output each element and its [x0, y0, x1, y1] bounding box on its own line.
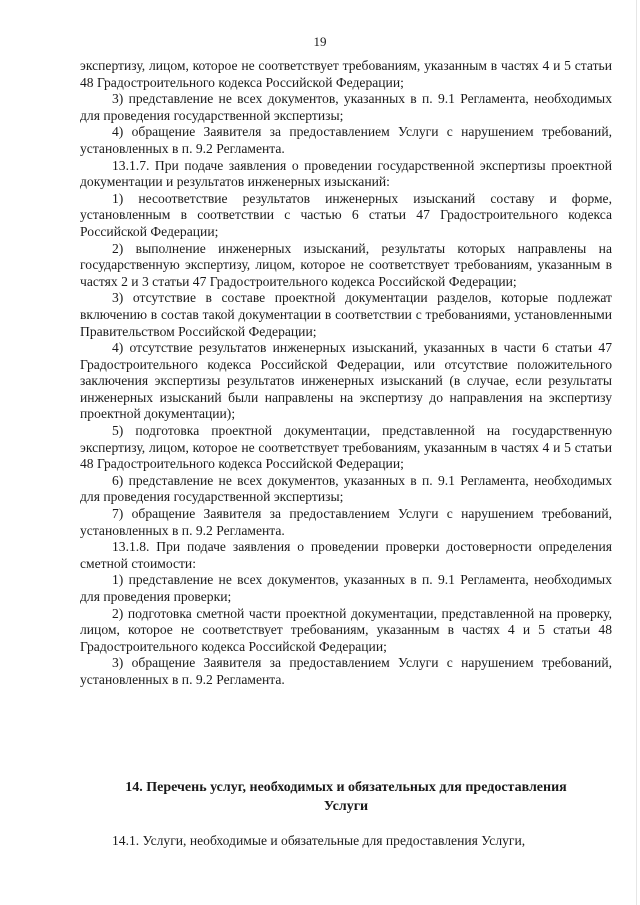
paragraph: 7) обращение Заявителя за предоставлением Услуги с нарушением требований, установленных в п. 9.2 Регламента.	[80, 506, 612, 538]
paragraph: 13.1.7. При подаче заявления о проведении государственной экспертизы проектной документации и результатов инженерных изысканий:	[80, 157, 612, 190]
scan-edge-line	[636, 0, 637, 905]
section-heading-line: 14. Перечень услуг, необходимых и обязательных для предоставления	[125, 780, 567, 795]
section-heading	[80, 778, 612, 816]
paragraph: 3) обращение Заявителя за предоставлением Услуги с нарушением требований, установленных в п. 9.2 Регламента.	[80, 655, 612, 687]
document-body	[80, 58, 612, 689]
page-number: 19	[313, 34, 327, 49]
section-heading-line: Услуги	[323, 799, 369, 814]
paragraph: 1) представление не всех документов, указанных в п. 9.1 Регламента, необходимых для проведения проверки;	[80, 572, 612, 604]
paragraph: 6) представление не всех документов, указанных в п. 9.1 Регламента, необходимых для проведения государственной экспертизы;	[80, 472, 612, 505]
paragraph: 2) выполнение инженерных изысканий, результаты которых направлены на государственную экспертизу, лицом, которое не соответствует требованиям, указанным в частях 2 и 3 статьи 47 Градостроительного кодекса Российской Федерации;	[80, 240, 612, 289]
paragraph: 4) обращение Заявителя за предоставлением Услуги с нарушением требований, установленных в п. 9.2 Регламента.	[80, 124, 612, 156]
paragraph: 14.1. Услуги, необходимые и обязательные для предоставления Услуги,	[112, 833, 526, 848]
paragraph: 5) подготовка проектной документации, представленной на государственную экспертизу, лицом, которое не соответствует требованиям, указанным в частях 4 и 5 статьи 48 Градостроительного кодекса Российской Федерации;	[80, 423, 612, 472]
paragraph: 1) несоответствие результатов инженерных изысканий составу и форме, установленным в соответствии с частью 6 статьи 47 Градостроительного кодекса Российской Федерации;	[80, 190, 612, 239]
paragraph: 3) отсутствие в составе проектной документации разделов, которые подлежат включению в состав такой документации в соответствии с требованиями, установленными Правительством Российской Федерации;	[80, 290, 612, 339]
paragraph: 2) подготовка сметной части проектной документации, представленной на проверку, лицом, которое не соответствует требованиям, указанным в частях 4 и 5 статьи 48 Градостроительного кодекса Российской Федерации;	[80, 605, 612, 654]
paragraph: 13.1.8. При подаче заявления о проведении проверки достоверности определения сметной стоимости:	[80, 539, 612, 571]
paragraph: экспертизу, лицом, которое не соответствует требованиям, указанным в частях 4 и 5 статьи 48 Градостроительного кодекса Российской Федерации;	[80, 58, 612, 90]
paragraph: 4) отсутствие результатов инженерных изысканий, указанных в части 6 статьи 47 Градостроительного кодекса Российской Федерации, или отсутствие положительного заключения экспертизы результатов инженерных изысканий (в случае, если результаты инженерных изысканий были направлены на экспертизу до направления на экспертизу проектной документации);	[80, 340, 612, 422]
paragraph: 3) представление не всех документов, указанных в п. 9.1 Регламента, необходимых для проведения государственной экспертизы;	[80, 91, 612, 123]
